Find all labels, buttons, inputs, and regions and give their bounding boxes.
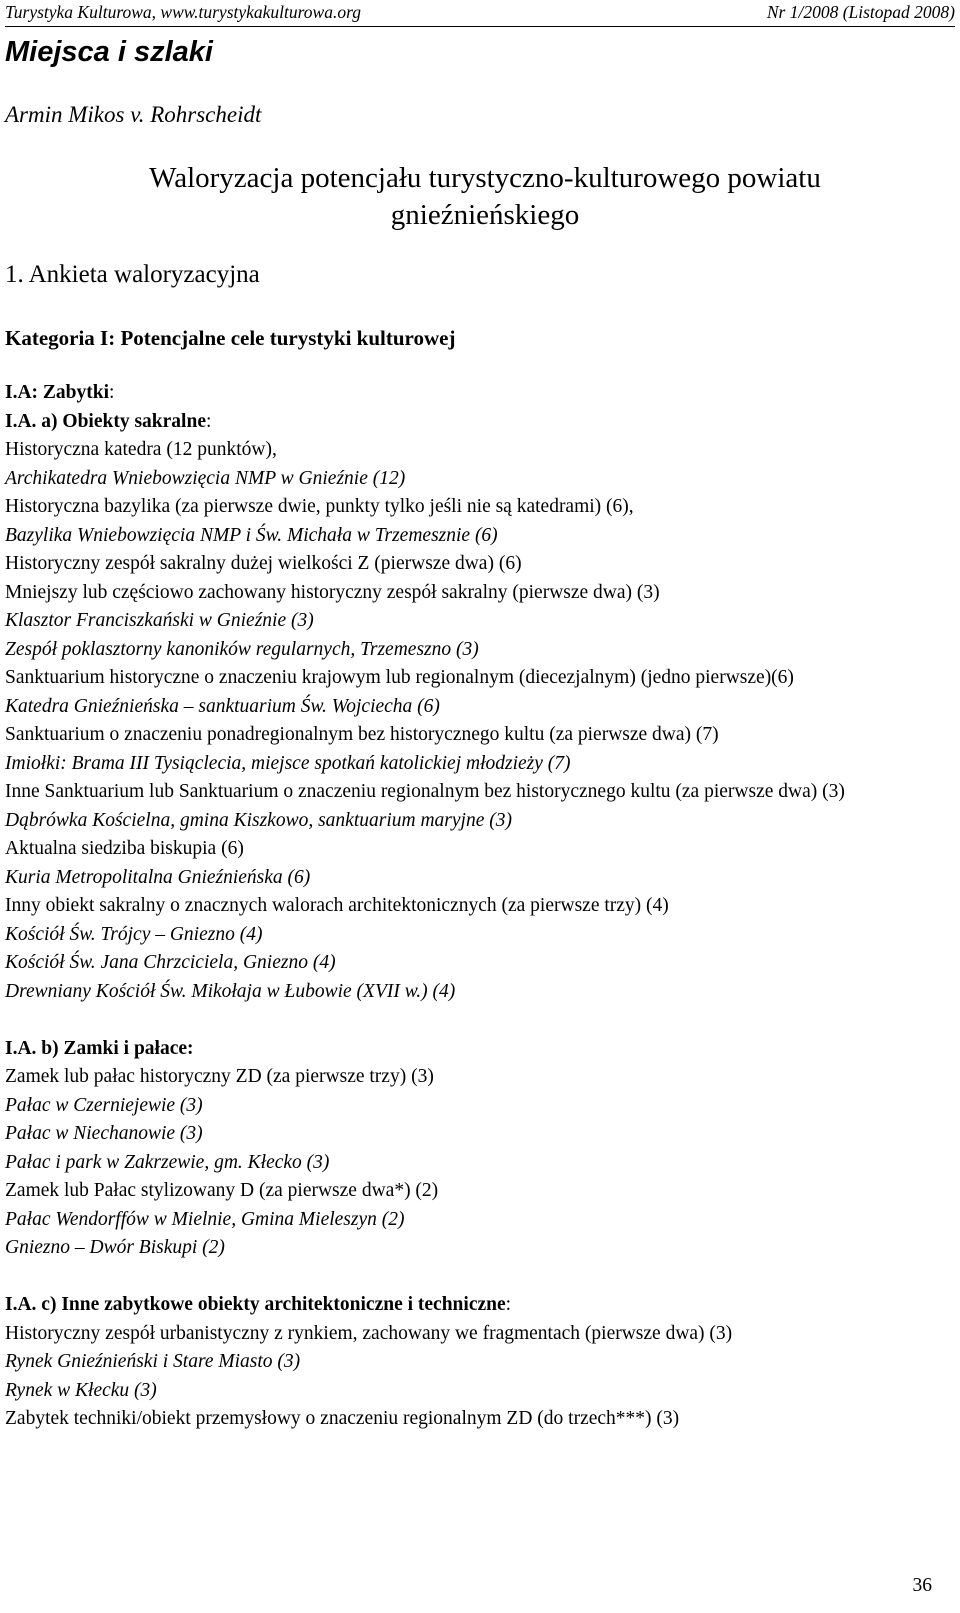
list-item: Inne Sanktuarium lub Sanktuarium o znaczeniu regionalnym bez historycznego kultu (za pierwsze dwa) (3) [5,781,845,802]
spacer [5,1006,935,1035]
journal-name: Turystyka Kulturowa, www.turystykakulturowa.org [5,2,362,22]
list-item: Gniezno – Dwór Biskupi (2) [5,1237,225,1258]
list-item: Sanktuarium historyczne o znaczeniu krajowym lub regionalnym (diecezjalnym) (jedno pierwsze)(6) [5,667,794,688]
zabytki-heading: I.A: Zabytki: [5,382,115,403]
running-header [5,0,955,27]
list-item: Sanktuarium o znaczeniu ponadregionalnym bez historycznego kultu (za pierwsze dwa) (7) [5,724,719,745]
list-item: Aktualna siedziba biskupia (6) [5,838,244,859]
list-item: Mniejszy lub częściowo zachowany historyczny zespół sakralny (pierwsze dwa) (3) [5,581,660,603]
page-number: 36 [912,1575,932,1596]
list-item: Historyczny zespół sakralny dużej wielkości Z (pierwsze dwa) (6) [5,553,522,574]
list-item: Pałac w Czerniejewie (3) [5,1094,203,1116]
content-list [5,379,935,1434]
zamki-heading: I.A. b) Zamki i pałace: [5,1037,194,1059]
list-item: Inny obiekt sakralny o znacznych walorach architektonicznych (za pierwsze trzy) (4) [5,895,669,916]
list-item: Kuria Metropolitalna Gnieźnieńska (6) [5,866,311,888]
article-title: Waloryzacja potencjału turystyczno-kulturowego powiatu gnieźnieńskiego [149,162,821,231]
list-item: Dąbrówka Kościelna, gmina Kiszkowo, sanktuarium maryjne (3) [5,809,512,831]
list-item: Historyczna katedra (12 punktów), [5,439,277,460]
category-heading: Kategoria I: Potencjalne cele turystyki kulturowej [5,326,456,350]
list-item: Rynek Gnieźnieński i Stare Miasto (3) [5,1351,301,1372]
spacer [5,1263,935,1292]
list-item: Kościół Św. Jana Chrzciciela, Gniezno (4) [5,952,336,973]
author: Armin Mikos v. Rohrscheidt [5,102,262,127]
list-item: Bazylika Wniebowzięcia NMP i Św. Michała w Trzemesznie (6) [5,524,498,546]
list-item: Pałac Wendorffów w Mielnie, Gmina Mieleszyn (2) [5,1208,405,1230]
list-item: Pałac w Niechanowie (3) [5,1123,203,1144]
list-item: Zamek lub Pałac stylizowany D (za pierwsze dwa*) (2) [5,1180,439,1201]
list-item: Historyczny zespół urbanistyczny z rynkiem, zachowany we fragmentach (pierwsze dwa) (3) [5,1322,733,1344]
subheading: 1. Ankieta waloryzacyjna [5,261,260,288]
list-item: Rynek w Kłecku (3) [5,1379,157,1401]
list-item: Pałac i park w Zakrzewie, gm. Kłecko (3) [5,1151,330,1173]
list-item: Archikatedra Wniebowzięcia NMP w Gnieźnie (12) [5,467,406,489]
list-item: Katedra Gnieźnieńska – sanktuarium Św. Wojciecha (6) [5,695,440,717]
list-item: Zamek lub pałac historyczny ZD (za pierwsze trzy) (3) [5,1066,434,1087]
list-item: Historyczna bazylika (za pierwsze dwie, punkty tylko jeśli nie są katedrami) (6), [5,496,634,517]
list-item: Drewniany Kościół Św. Mikołaja w Łubowie (XVII w.) (4) [5,980,456,1002]
list-item: Kościół Św. Trójcy – Gniezno (4) [5,923,263,945]
list-item: Imiołki: Brama III Tysiąclecia, miejsce spotkań katolickiej młodzieży (7) [5,752,571,774]
issue-info: Nr 1/2008 (Listopad 2008) [766,2,955,22]
list-item: Klasztor Franciszkański w Gnieźnie (3) [5,610,314,631]
sakralne-heading: I.A. a) Obiekty sakralne: [5,410,212,432]
inne-heading: I.A. c) Inne zabytkowe obiekty architektoniczne i techniczne: [5,1294,512,1315]
section-title: Miejsca i szlaki [5,36,213,68]
list-item: Zabytek techniki/obiekt przemysłowy o znaczeniu regionalnym ZD (do trzech***) (3) [5,1408,680,1429]
list-item: Zespół poklasztorny kanoników regularnych, Trzemeszno (3) [5,638,479,660]
